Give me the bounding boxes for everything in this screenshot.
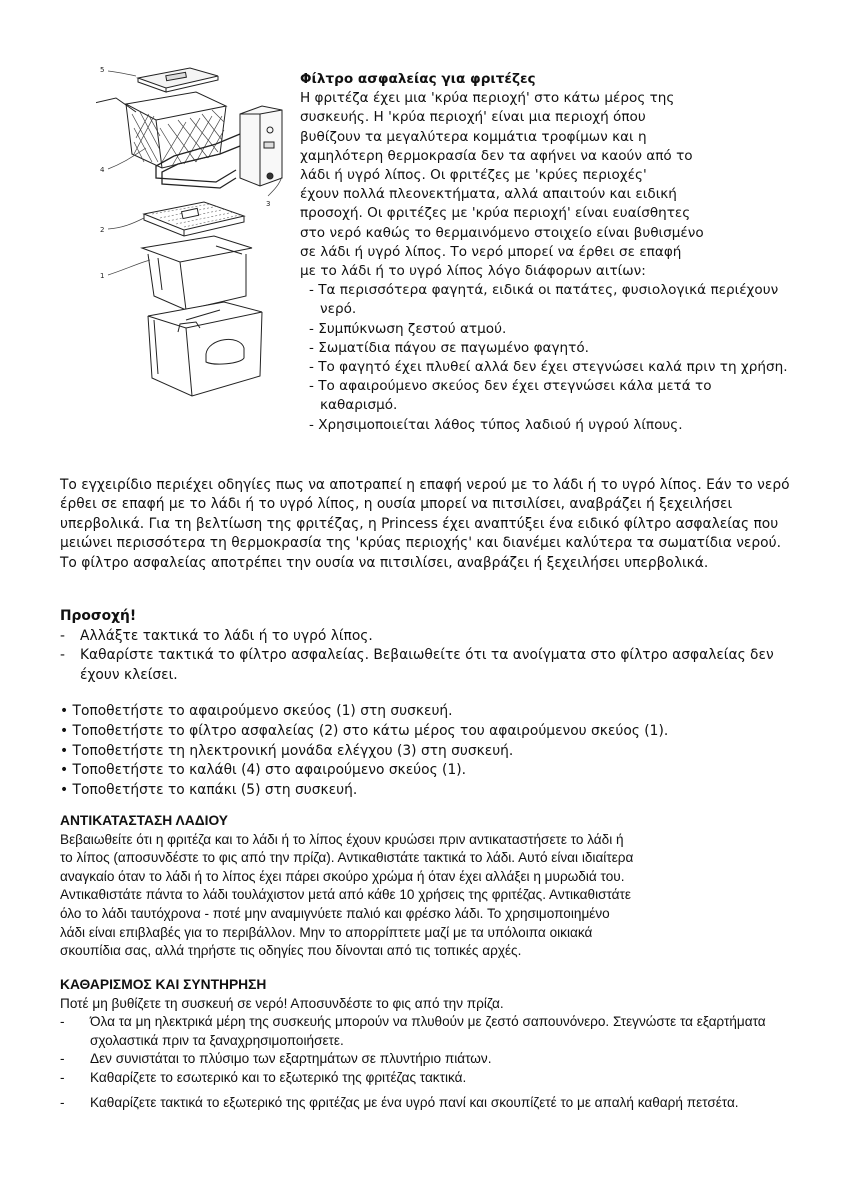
- cause-item: - Χρησιμοποιείται λάθος τύπος λαδιού ή υγρού λίπους.: [309, 416, 683, 433]
- filter-line: με το λάδι ή το υγρό λίπος λόγο διάφορων αιτίων:: [300, 263, 646, 280]
- section-title: Φίλτρο ασφαλείας για φριτέζες: [300, 71, 536, 87]
- lid-part: [138, 68, 218, 92]
- oil-line: Αντικαθιστάτε πάντα το λάδι τουλάχιστον μετά από κάθε 10 χρήσεις της φριτέζας. Αντικαθιστάτε: [60, 887, 631, 903]
- cause-item: - Τα περισσότερα φαγητά, ειδικά οι πατάτες, φυσιολογικά περιέχουν νερό.: [309, 282, 779, 318]
- cleaning-item: - Δεν συνιστάται το πλύσιμο των εξαρτημάτων σε πλυντήριο πιάτων.: [60, 1051, 492, 1067]
- assembly-step: • Τοποθετήστε τη ηλεκτρονική μονάδα ελέγχου (3) στη συσκευή.: [60, 742, 514, 759]
- filter-line: Η φριτέζα έχει μια 'κρύα περιοχή' στο κάτω μέρος της: [300, 90, 675, 107]
- cleaning-heading: ΚΑΘΑΡΙΣΜΟΣ ΚΑΙ ΣΥΝΤΗΡΗΣΗ: [60, 977, 267, 992]
- oil-replacement-section: [60, 812, 800, 961]
- cleaning-item: - Καθαρίζετε το εσωτερικό και το εξωτερικό της φριτέζας τακτικά.: [60, 1069, 467, 1085]
- diagram-label-1: 1: [100, 272, 105, 280]
- cause-item: - Το αφαιρούμενο σκεύος δεν έχει στεγνώσει κάλα μετά το καθαρισμό.: [309, 378, 712, 414]
- oil-line: σκουπίδια σας, αλλά τηρήστε τις οδηγίες που δίνονται από τις τοπικές αρχές.: [60, 943, 522, 959]
- oil-line: το λίπος (αποσυνδέστε το φις από την πρίζα). Αντικαθιστάτε τακτικά το λάδι. Αυτό είναι ιδιαίτερα: [60, 850, 634, 866]
- caution-block: [60, 607, 800, 685]
- safety-filter-part: [144, 202, 244, 236]
- filter-line: συσκευής. Η 'κρύα περιοχή' είναι μια περιοχή όπου: [300, 109, 646, 126]
- diagram-label-3: 3: [266, 200, 271, 208]
- filter-line: λάδι ή υγρό λίπος. Οι φριτέζες με 'κρύες περιοχές': [300, 167, 647, 184]
- assembly-step: • Τοποθετήστε το φίλτρο ασφαλείας (2) στο κάτω μέρος του αφαιρούμενου σκεύος (1).: [60, 722, 669, 739]
- removable-bowl-part: [142, 236, 252, 310]
- cause-item: - Το φαγητό έχει πλυθεί αλλά δεν έχει στεγνώσει καλά πριν τη χρήση.: [309, 359, 788, 376]
- safety-filter-section: [300, 70, 790, 435]
- caution-item: - Αλλάξτε τακτικά το λάδι ή το υγρό λίπος.: [60, 627, 373, 644]
- oil-line: Βεβαιωθείτε ότι η φριτέζα και το λάδι ή το λίπος έχουν κρυώσει πριν αντικαταστήσετε το λάδι ή: [60, 831, 624, 847]
- fryer-exploded-diagram: [96, 58, 296, 428]
- caution-heading: Προσοχή!: [60, 608, 137, 624]
- cleaning-item: - Καθαρίζετε τακτικά το εξωτερικό της φριτέζας με ένα υγρό πανί και σκουπίζετέ το με απαλή καθαρή πετσέτα.: [60, 1094, 739, 1110]
- filter-line: χαμηλότερη θερμοκρασία δεν τα αφήνει να καούν από το: [300, 147, 693, 164]
- diagram-label-2: 2: [100, 226, 105, 234]
- oil-line: λάδι είναι επιβλαβές για το περιβάλλον. Μην το απορρίπτετε μαζί με τα υπόλοιπα οικιακά: [60, 924, 593, 940]
- assembly-step: • Τοποθετήστε το καπάκι (5) στη συσκευή.: [60, 782, 358, 799]
- assembly-steps: [60, 702, 800, 801]
- cause-item: - Σωματίδια πάγου σε παγωμένο φαγητό.: [309, 339, 589, 356]
- cause-item: - Συμπύκνωση ζεστού ατμού.: [309, 320, 507, 337]
- cleaning-intro: Ποτέ μη βυθίζετε τη συσκευή σε νερό! Αποσυνδέστε το φις από την πρίζα.: [60, 995, 504, 1011]
- oil-line: αναγκαίο όταν το λάδι ή το λίπος έχει πάρει σκούρο χρώμα ή όταν έχει αλλάξει η μυρωδιά του.: [60, 868, 625, 884]
- diagram-label-4: 4: [100, 166, 105, 174]
- cleaning-item: - Όλα τα μη ηλεκτρικά μέρη της συσκευής μπορούν να πλυθούν με ζεστό σαπουνόνερο. Στεγνώστε τα εξαρτήματα σχολαστικά πριν τα ξαναχρησιμοποιήσετε.: [60, 1014, 766, 1048]
- filter-line: έχουν πολλά πλεονεκτήματα, αλλά απαιτούν και ειδική: [300, 186, 677, 203]
- filter-line: σε λάδι ή υγρό λίπος. Το νερό μπορεί να έρθει σε επαφή: [300, 243, 682, 260]
- oil-line: όλο το λάδι ταυτόχρονα - ποτέ μην αναμιγνύετε παλιό και φρέσκο λάδι. Το χρησιμοποιημένο: [60, 905, 610, 921]
- cleaning-section: [60, 976, 800, 1112]
- manual-paragraph: Το εγχειρίδιο περιέχει οδηγίες πως να αποτραπεί η επαφή νερού με το λάδι ή το υγρό λίπος. Εάν το νερό έρθει σε επαφή με το λάδι ή το υγρό λίπος, η ουσία μπορεί να πιτσιλίσει, αναβράζει ή ξεχειλήσει υπερβολικά. Για τη βελτίωση της φριτέζας, η Princess έχει αναπτύξει ένα ειδικό φίλτρο ασφαλείας που μειώνει περισσότερα τη θερμοκρασία της 'κρύας περιοχής' και διανέμει καλύτερα τα σωματίδια νερού. Το φίλτρο ασφαλείας αποτρέπει την ουσία να πιτσιλίσει, αναβράζει ή ξεχειλήσει υπερβολικά.: [60, 477, 790, 571]
- control-unit-part: [156, 106, 282, 188]
- assembly-step: • Τοποθετήστε το αφαιρούμενο σκεύος (1) στη συσκευή.: [60, 703, 453, 719]
- filter-line: προσοχή. Οι φριτέζες με 'κρύα περιοχή' είναι ευαίσθητες: [300, 205, 691, 222]
- housing-part: [148, 302, 262, 396]
- caution-item: - Καθαρίστε τακτικά το φίλτρο ασφαλείας. Βεβαιωθείτε ότι τα ανοίγματα στο φίλτρο ασφαλείας δεν έχουν κλείσει.: [60, 647, 774, 683]
- filter-line: στο νερό καθώς το θερμαινόμενο στοιχείο είναι βυθισμένο: [300, 224, 704, 241]
- assembly-step: • Τοποθετήστε το καλάθι (4) στο αφαιρούμενο σκεύος (1).: [60, 762, 466, 779]
- filter-line: βυθίζουν τα μεγαλύτερα κομμάτια τροφίμων και η: [300, 128, 647, 145]
- oil-replacement-heading: ΑΝΤΙΚΑΤΑΣΤΑΣΗ ΛΑΔΙΟΥ: [60, 813, 229, 828]
- diagram-label-5: 5: [100, 66, 105, 74]
